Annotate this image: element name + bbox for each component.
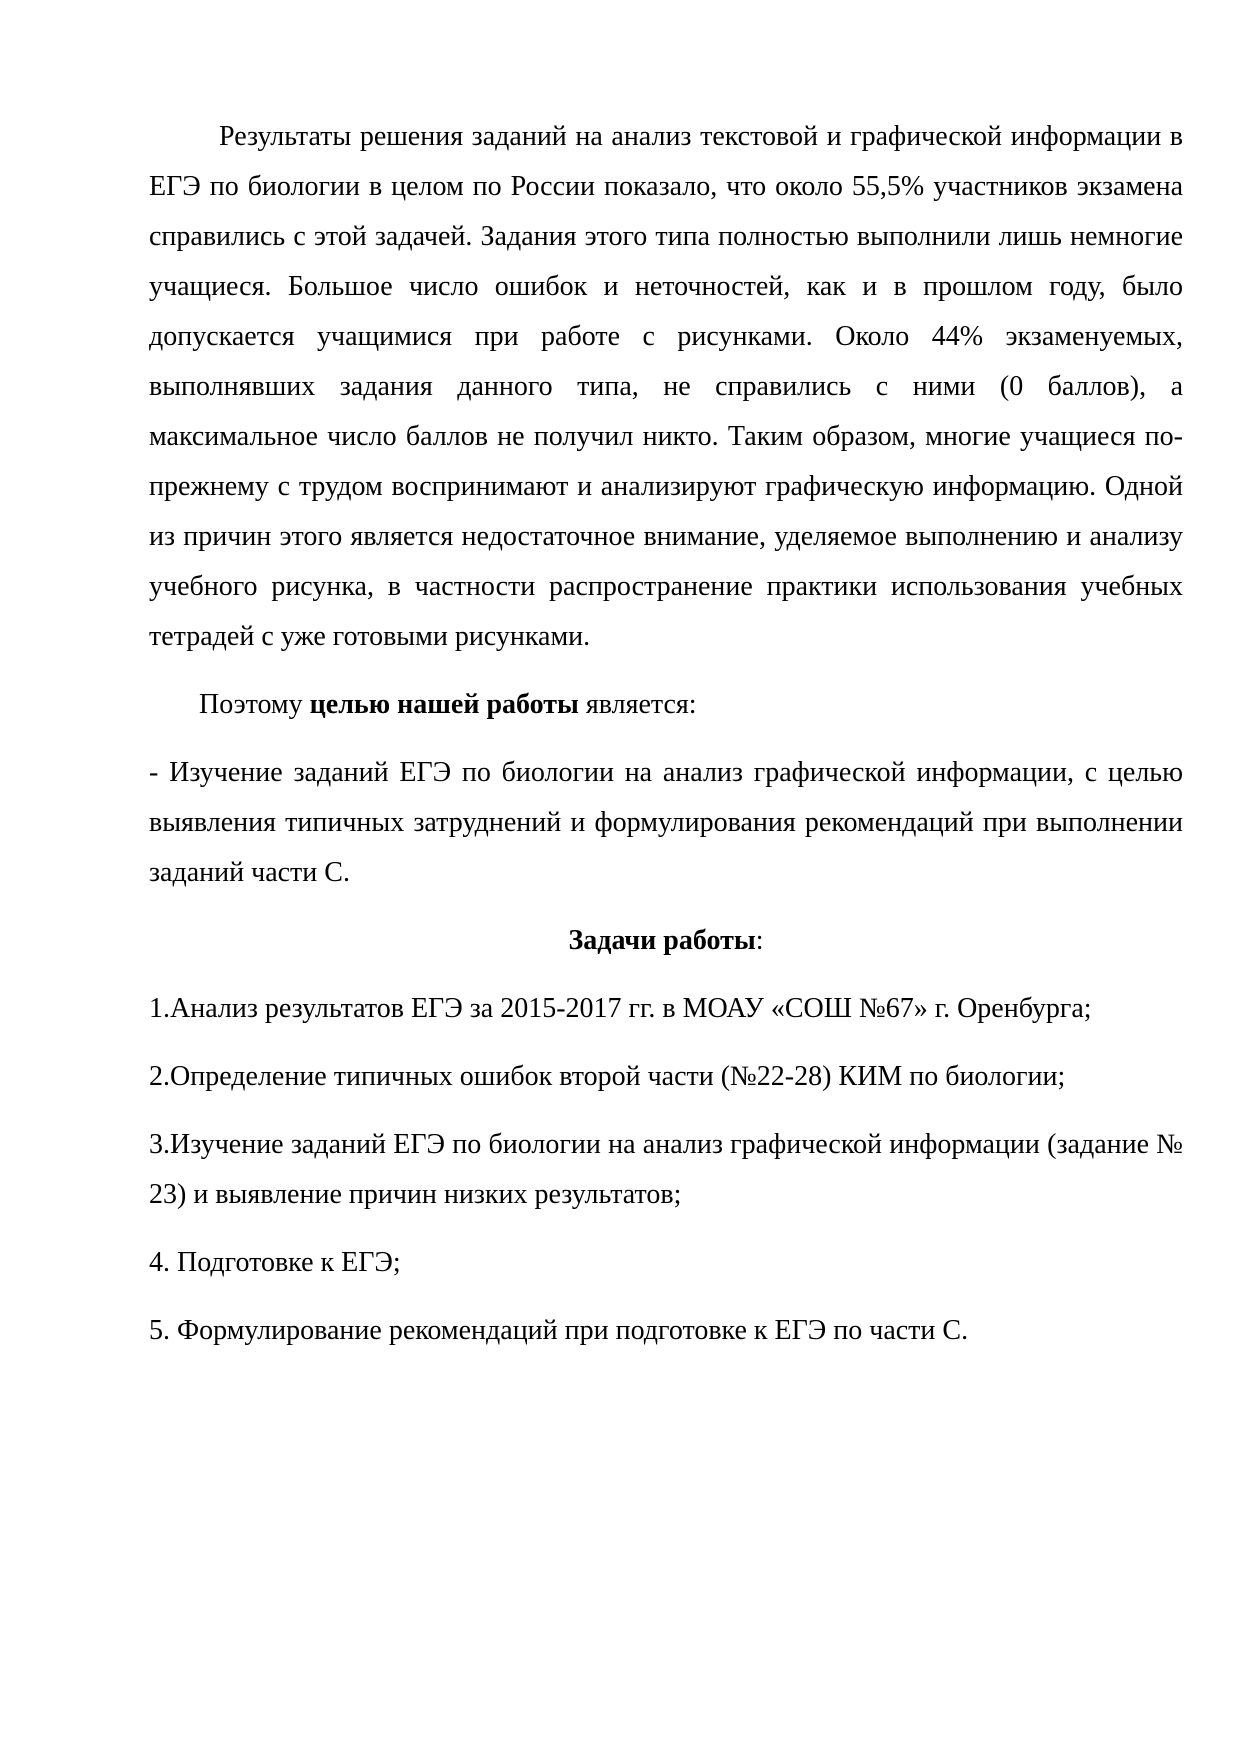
task-item-2: 2.Определение типичных ошибок второй части (№22-28) КИМ по биологии; (149, 1061, 1066, 1092)
tasks-heading-bold: Задачи работы (568, 925, 756, 956)
goal-intro-bold-phrase: целью нашей работы (309, 689, 579, 720)
tasks-heading (149, 916, 1183, 966)
task-item-1: 1.Анализ результатов ЕГЭ за 2015-2017 гг. в МОАУ «СОШ №67» г. Оренбурга; (149, 993, 1092, 1024)
tasks-heading-colon: : (755, 925, 764, 956)
paragraph-exam-results: Результаты решения заданий на анализ текстовой и графической информации в ЕГЭ по биологии в целом по России показало, что около 55,5% участников экзамена справились с этой задачей. Задания этого типа полностью выполнили лишь немногие учащиеся. Большое число ошибок и неточностей, как и в прошлом году, было допускается учащимися при работе с рисунками. Около 44% экзаменуемых, выполнявших задания данного типа, не справились с ними (0 баллов), а максимальное число баллов не получил никто. Таким образом, многие учащиеся по-прежнему с трудом воспринимают и анализируют графическую информацию. Одной из причин этого является недостаточное внимание, уделяемое выполнению и анализу учебного рисунка, в частности распространение практики использования учебных тетрадей с уже готовыми рисунками. (149, 121, 1183, 652)
task-item-4: 4. Подготовке к ЕГЭ; (149, 1247, 401, 1278)
task-item-5: 5. Формулирование рекомендаций при подготовке к ЕГЭ по части С. (149, 1315, 969, 1346)
task-item-3: 3.Изучение заданий ЕГЭ по биологии на анализ графической информации (задание № 23) и выявление причин низких результатов; (149, 1129, 1183, 1210)
paragraph-goal-statement: - Изучение заданий ЕГЭ по биологии на анализ графической информации, с целью выявления типичных затруднений и формулирования рекомендаций при выполнении заданий части С. (149, 757, 1183, 888)
goal-intro-prefix: Поэтому (199, 689, 310, 720)
goal-intro-suffix: является: (578, 689, 697, 720)
tasks-list (149, 984, 1183, 1356)
paragraph-goal-intro (149, 680, 1183, 730)
